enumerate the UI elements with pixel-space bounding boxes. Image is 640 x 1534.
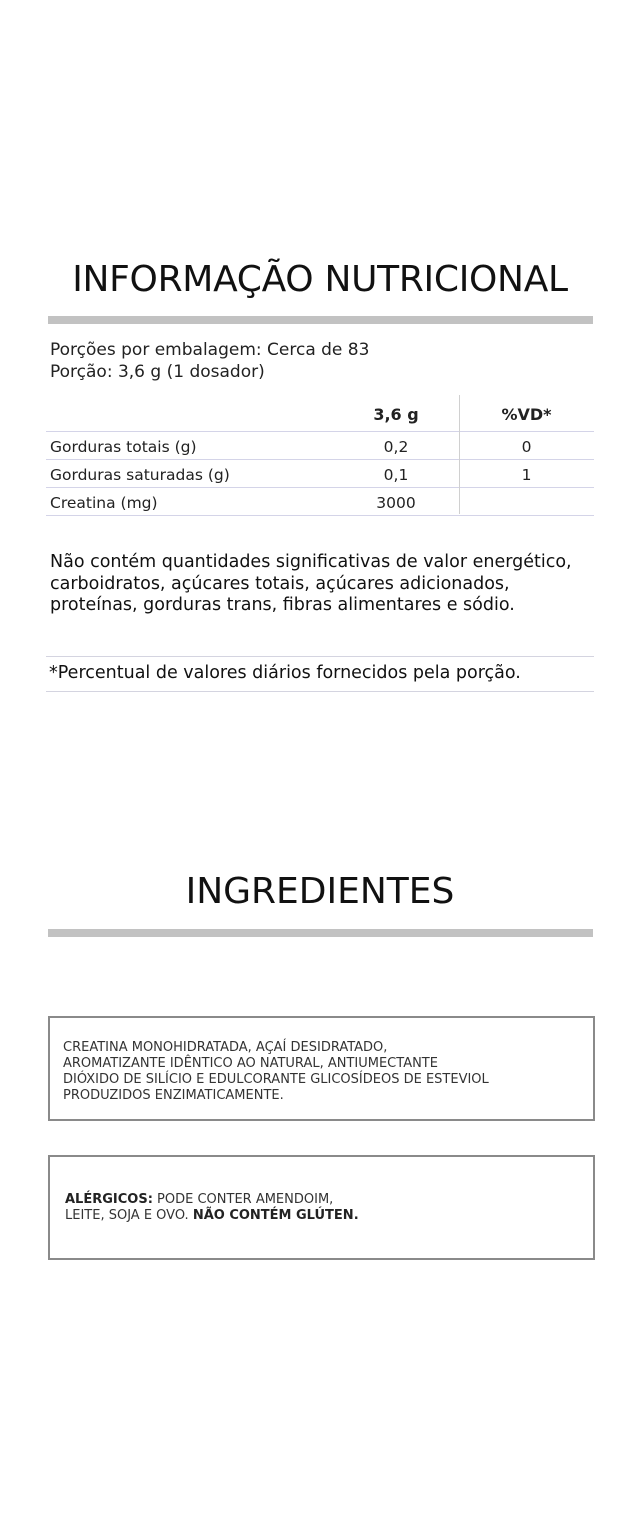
nutrient-name: Creatina (mg) bbox=[50, 494, 158, 512]
nutrient-daily-value: 1 bbox=[521, 466, 532, 484]
ingredients-line: AROMATIZANTE IDÊNTICO AO NATURAL, ANTIUMECTANTE bbox=[63, 1056, 438, 1071]
nutrient-amount: 3000 bbox=[376, 494, 416, 512]
gluten-statement: NÃO CONTÉM GLÚTEN. bbox=[192, 1208, 359, 1223]
nutrient-name: Gorduras saturadas (g) bbox=[50, 466, 230, 484]
ingredients-text bbox=[63, 1040, 573, 1104]
allergens-line-2 bbox=[65, 1208, 575, 1224]
allergens-line2-text: LEITE, SOJA E OVO. bbox=[65, 1208, 193, 1223]
allergens-label: ALÉRGICOS: bbox=[65, 1192, 153, 1207]
footnote-text: *Percentual de valores diários fornecidos pela porção. bbox=[49, 663, 521, 683]
nutrition-table bbox=[46, 395, 594, 516]
serving-info bbox=[50, 339, 369, 383]
table-row bbox=[46, 432, 594, 460]
table-column-divider bbox=[459, 395, 460, 514]
nutrient-amount: 0,1 bbox=[383, 466, 409, 484]
note-line: Não contém quantidades significativas de valor energético, bbox=[50, 552, 572, 572]
nutrient-amount: 0,2 bbox=[383, 438, 409, 456]
daily-value-footnote bbox=[46, 656, 594, 692]
allergens-box bbox=[48, 1155, 595, 1260]
table-row bbox=[46, 488, 594, 516]
nutrition-title-divider bbox=[48, 316, 593, 324]
table-row bbox=[46, 460, 594, 488]
nutrient-name: Gorduras totais (g) bbox=[50, 438, 197, 456]
header-daily-value: %VD* bbox=[501, 405, 552, 424]
serving-size: Porção: 3,6 g (1 dosador) bbox=[50, 362, 265, 382]
ingredients-title-divider bbox=[48, 929, 593, 937]
allergens-line1-text: PODE CONTER AMENDOIM, bbox=[152, 1192, 334, 1207]
note-line: proteínas, gorduras trans, fibras alimentares e sódio. bbox=[50, 595, 515, 615]
ingredients-title: INGREDIENTES bbox=[185, 871, 455, 912]
nutrition-table-header bbox=[46, 395, 594, 432]
allergens-line-1 bbox=[65, 1192, 575, 1208]
header-amount: 3,6 g bbox=[373, 405, 419, 424]
ingredients-line: DIÓXIDO DE SILÍCIO E EDULCORANTE GLICOSÍDEOS DE ESTEVIOL bbox=[63, 1072, 489, 1087]
allergens-text bbox=[65, 1192, 575, 1224]
non-significant-note bbox=[50, 552, 595, 617]
note-line: carboidratos, açúcares totais, açúcares adicionados, bbox=[50, 573, 510, 594]
servings-per-package: Porções por embalagem: Cerca de 83 bbox=[50, 340, 370, 360]
ingredients-line: CREATINA MONOHIDRATADA, AÇAÍ DESIDRATADO, bbox=[63, 1040, 388, 1055]
nutrient-daily-value: 0 bbox=[521, 438, 532, 456]
nutrition-title: INFORMAÇÃO NUTRICIONAL bbox=[72, 259, 568, 300]
ingredients-line: PRODUZIDOS ENZIMATICAMENTE. bbox=[63, 1088, 284, 1103]
ingredients-box bbox=[48, 1016, 595, 1121]
